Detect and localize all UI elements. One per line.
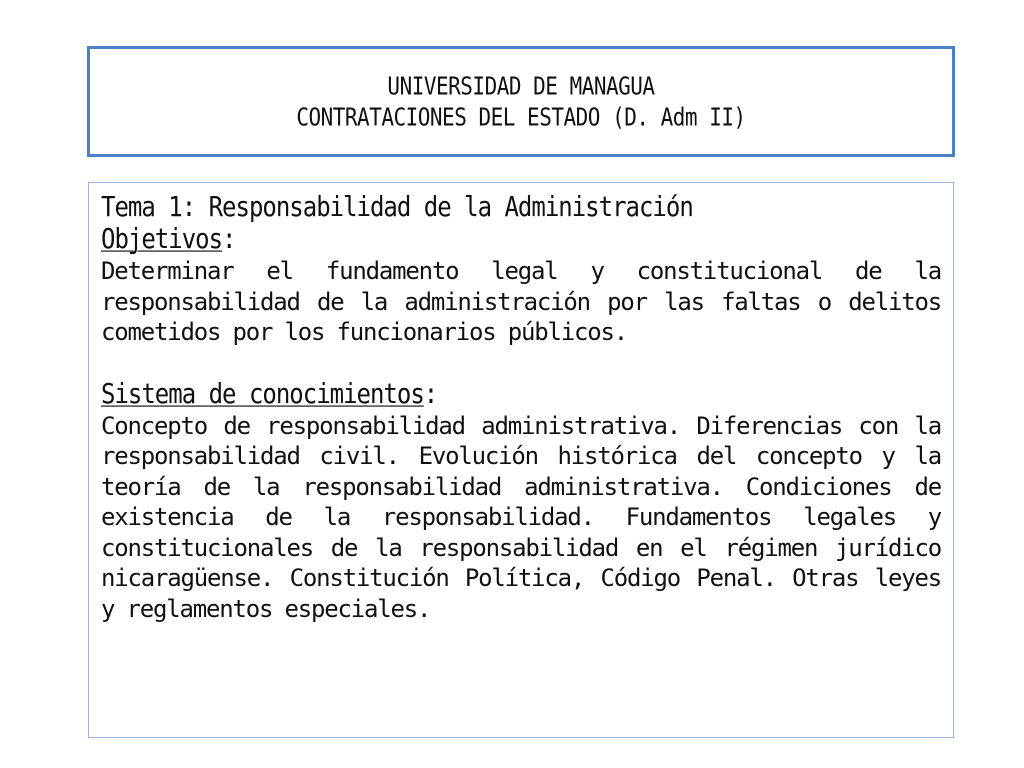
university-name: UNIVERSIDAD DE MANAGUA xyxy=(387,71,655,100)
title-box xyxy=(87,46,955,157)
objectives-label: Objetivos xyxy=(101,222,223,256)
objectives-colon: : xyxy=(222,222,236,256)
knowledge-text: Concepto de responsabilidad administrativa. Diferencias con la responsabilidad civil. Evolución histórica del concepto y la teoría de la responsabilidad administrativa. Condiciones de existencia de la responsabilidad. Fundamentos legales y constitucionales de la responsabilidad en el régimen jurídico nicaragüense. Constitución Política, Código Penal. Otras leyes y reglamentos especiales. xyxy=(101,411,941,623)
objectives-label-row xyxy=(101,221,941,258)
knowledge-colon: : xyxy=(423,377,438,410)
objectives-text: Determinar el fundamento legal y constitucional de la responsabilidad de la administración por las faltas o delitos cometidos por los funcionarios públicos. xyxy=(101,257,941,346)
course-title: CONTRATACIONES DEL ESTADO (D. Adm II) xyxy=(296,102,746,131)
content-box xyxy=(88,182,954,738)
knowledge-label: Sistema de conocimientos xyxy=(101,377,424,410)
knowledge-label-row xyxy=(101,375,941,412)
topic-title: Tema 1: Responsabilidad de la Administración xyxy=(101,190,693,224)
section-spacer xyxy=(101,348,941,378)
